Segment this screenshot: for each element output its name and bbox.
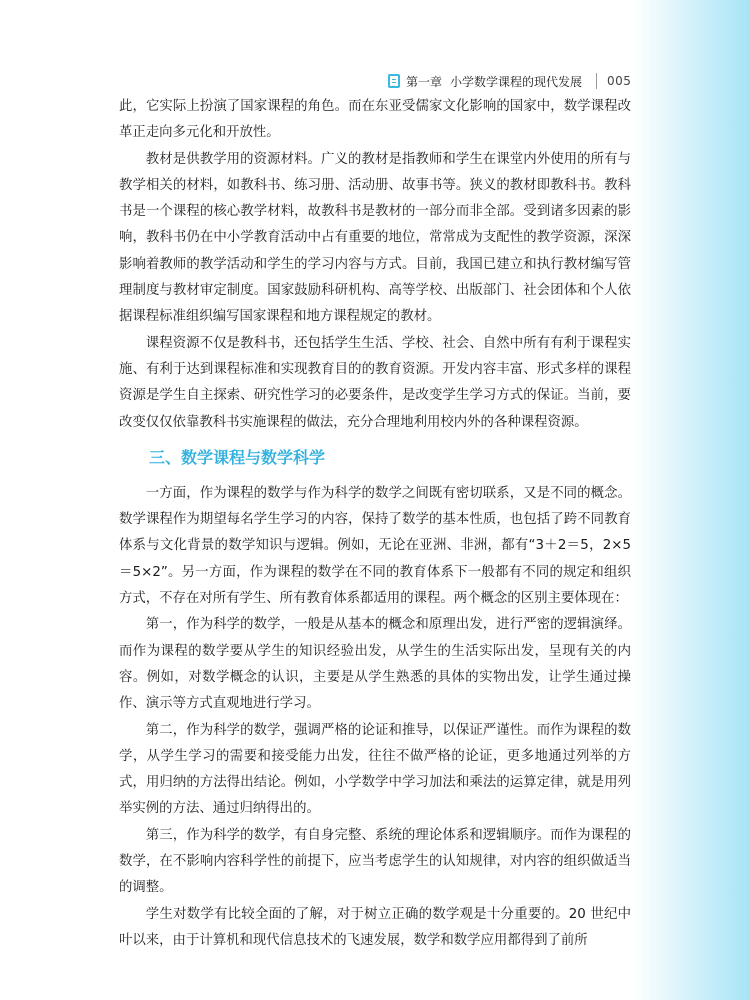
paragraph-third-difference: 第三，作为科学的数学，有自身完整、系统的理论体系和逻辑顺序。而作为课程的数学，在不影响内容科学性的前提下，应当考虑学生的认知规律，对内容的组织做适当的调整。 (119, 827, 631, 896)
page-edge-tint (632, 0, 750, 1000)
paragraph-textbooks: 教材是供教学用的资源材料。广义的教材是指教师和学生在课堂内外使用的所有与教学相关的材料，如教科书、练习册、活动册、故事书等。狭义的教材即教科书。教科书是一个课程的核心教学材料，故教科书是教材的一部分而非全部。受到诸多因素的影响，教科书仍在中小学教育活动中占有重要的地位，常常成为支配性的教学资源，深深影响着教师的教学活动和学生的学习内容与方式。目前，我国已建立和执行教材编写管理制度与教材审定制度。国家鼓励科研机构、高等学校、出版部门、社会团体和个人依据课程标准组织编写国家课程和地方课程规定的教材。 (119, 151, 631, 325)
chapter-title: 小学数学课程的现代发展 (450, 74, 583, 89)
paragraph-math-course-vs-science: 一方面，作为课程的数学与作为科学的数学之间既有密切联系，又是不同的概念。数学课程作为期望每名学生学习的内容，保持了数学的基本性质，也包括了跨不同教育体系与文化背景的数学知识与逻辑。例如，无论在亚洲、非洲，都有“3＋2＝5，2×5＝5×2”。另一方面，作为课程的数学在不同的教育体系下一般都有不同的规定和组织方式，不存在对所有学生、所有教育体系都适用的课程。两个概念的区别主要体现在： (119, 485, 631, 607)
paragraph-curriculum-resources: 课程资源不仅是教科书，还包括学生生活、学校、社会、自然中所有有利于课程实施、有利于达到课程标准和实现教育目的的教育资源。开发内容丰富、形式多样的课程资源是学生自主探索、研究性学习的必要条件，是改变学生学习方式的保证。当前，要改变仅仅依靠教科书实施课程的做法，充分合理地利用校内外的各种课程资源。 (119, 335, 631, 430)
book-icon (388, 74, 400, 88)
paragraph-continued: 此，它实际上扮演了国家课程的角色。而在东亚受儒家文化影响的国家中，数学课程改革正走向多元化和开放性。 (119, 99, 631, 141)
header-divider (596, 73, 597, 89)
page-body (119, 94, 631, 954)
chapter-label: 第一章 (406, 74, 443, 89)
paragraph-first-difference: 第一，作为科学的数学，一般是从基本的概念和原理出发，进行严密的逻辑演绎。而作为课程的数学要从学生的知识经验出发，从学生的生活实际出发，呈现有关的内容。例如，对数学概念的认识，主要是从学生熟悉的具体的实物出发，让学生通过操作、演示等方式直观地进行学习。 (119, 617, 631, 712)
section-heading: 三、数学课程与数学科学 (149, 447, 326, 467)
running-header (388, 72, 631, 90)
page-number: 005 (607, 74, 632, 88)
paragraph-math-view: 学生对数学有比较全面的了解，对于树立正确的数学观是十分重要的。20 世纪中叶以来，由于计算机和现代信息技术的飞速发展，数学和数学应用都得到了前所 (119, 906, 631, 948)
paragraph-second-difference: 第二，作为科学的数学，强调严格的论证和推导，以保证严谨性。而作为课程的数学，从学生学习的需要和接受能力出发，往往不做严格的论证，更多地通过列举的方式，用归纳的方法得出结论。例如，小学数学中学习加法和乘法的运算定律，就是用列举实例的方法、通过归纳得出的。 (119, 722, 631, 817)
